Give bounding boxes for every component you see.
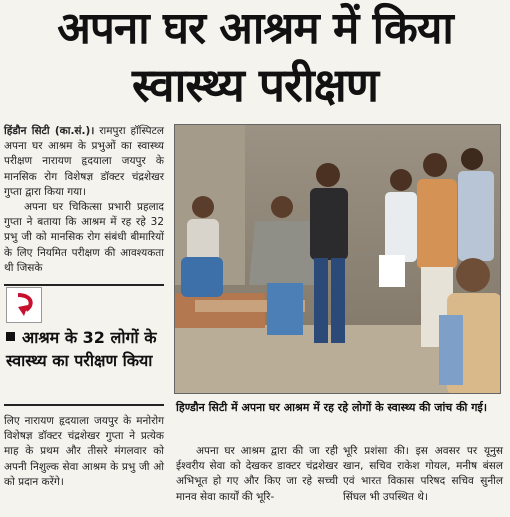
article-body-middle <box>176 444 338 505</box>
pull-quote-text: आश्रम के 32 लोगों के स्वास्थ्य का परीक्षण किया <box>6 328 157 370</box>
pull-quote <box>6 326 164 372</box>
headline-line-1: अपना घर आश्रम में किया <box>57 3 453 54</box>
article-body-left-top <box>4 124 164 276</box>
square-bullet-icon <box>6 332 15 341</box>
arrow-graphic <box>6 287 42 323</box>
curved-arrow-icon <box>10 291 38 319</box>
divider-bottom <box>4 404 164 406</box>
article-body-left-bottom: लिए नारायण हृदयाला जयपुर के मनोरोग विशेषज्ञ डॉक्टर चंद्रशेखर गुप्ता ने प्रत्येक माह के प्रथम और तीसरे मंगलवार को अपनी निशुल्क सेवा आश्रम के प्रभु जी ओ को प्रदान करेंगे। <box>4 415 164 488</box>
middle-paragraph: अपना घर आश्रम द्वारा की जा रही ईश्वरीय सेवा को देखकर डाक्टर चंद्रशेखर अभिभूत हो गए और किए जा रहे सच्ची मानव सेवा कार्यों की भूरि- <box>176 445 338 503</box>
paragraph-1-text: रामपुरा हॉस्पिटल अपना घर आश्रम के प्रभुओं का स्वास्थ्य परीक्षण नारायण हृदयाला जयपुर के मानसिक रोग विशेषज्ञ डॉक्टर चंद्रशेखर गुप्ता द्वारा किया गया। <box>4 125 164 198</box>
article-body-right: भूरि प्रशंसा की। इस अवसर पर यूनुस खान, सचिव राकेश गोयल, मनीष बंसल एवं भारत विकास परिषद सचिव सुनील सिंघल भी उपस्थित थे। <box>343 445 503 503</box>
divider-top <box>4 284 164 286</box>
photo-caption: हिण्डौन सिटी में अपना घर आश्रम में रह रहे लोगों के स्वास्थ्य की जांच की गई। <box>176 401 488 414</box>
article-paragraph-2: अपना घर चिकित्सा प्रभारी प्रहलाद गुप्ता ने बताया कि आश्रम में रह रहे 32 प्रभु जी को मानसिक रोग संबंधी बीमारियों के लिए नियमित परीक्षण की आवश्यकता थी जिसके <box>4 201 164 274</box>
news-photo <box>174 124 501 394</box>
headline-line-2: स्वास्थ्य परीक्षण <box>132 58 378 112</box>
article-paragraph-1 <box>4 124 164 200</box>
dateline: हिंडौन सिटी (का.सं.)। <box>4 125 95 137</box>
